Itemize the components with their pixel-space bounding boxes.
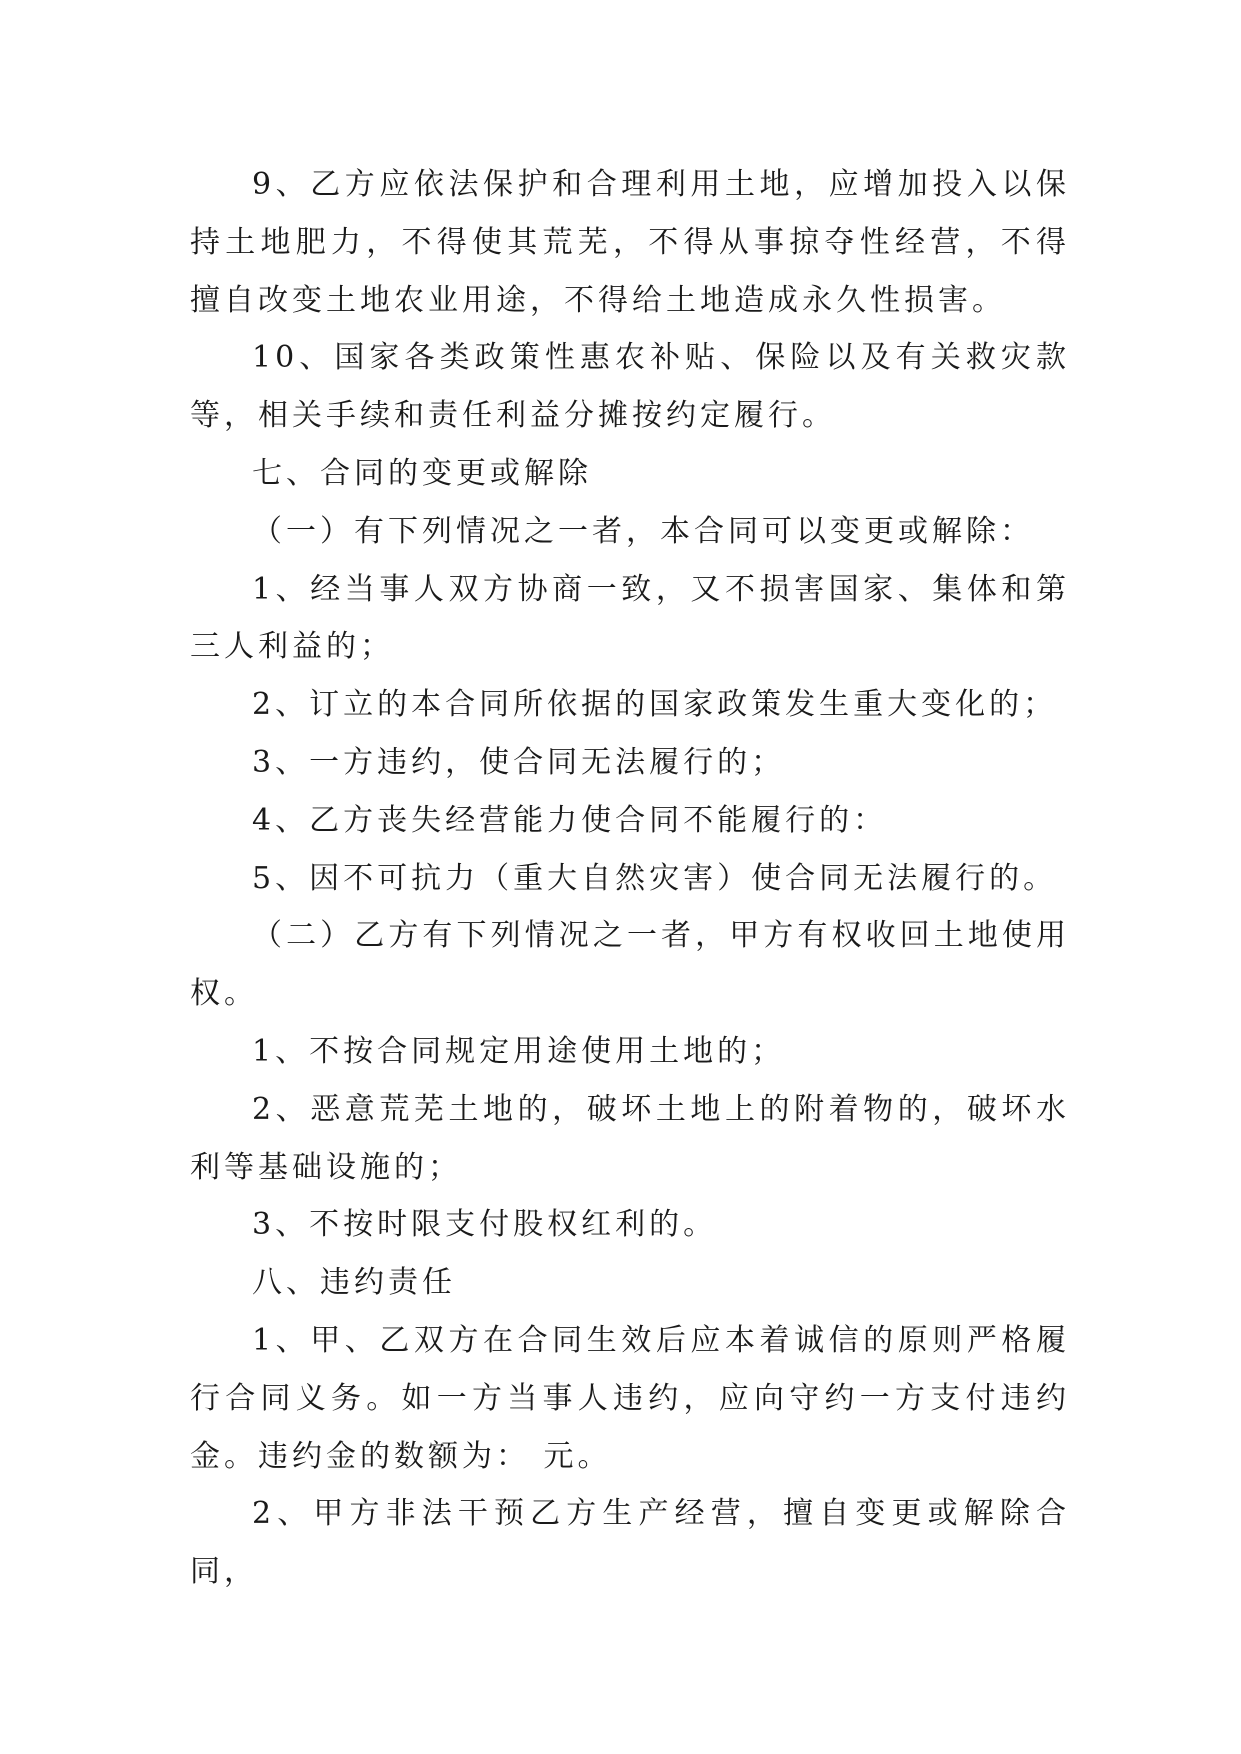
- list-item-paragraph: 3、不按时限支付股权红利的。: [252, 1207, 718, 1243]
- section-7-heading: 七、合同的变更或解除: [252, 455, 592, 491]
- list-item-paragraph: 2、甲方非法干预乙方生产经营，擅自变更或解除合同，: [190, 1496, 1070, 1590]
- list-item-paragraph: 5、因不可抗力（重大自然灾害）使合同无法履行的。: [252, 860, 1058, 896]
- list-item-paragraph: 2、订立的本合同所依据的国家政策发生重大变化的；: [252, 687, 1058, 723]
- section-8-heading: 八、违约责任: [252, 1265, 456, 1301]
- list-item-paragraph: 4、乙方丧失经营能力使合同不能履行的：: [252, 802, 888, 838]
- list-item-paragraph: 2、恶意荒芜土地的，破坏土地上的附着物的，破坏水利等基础设施的；: [190, 1091, 1070, 1185]
- list-item-paragraph: 1、甲、乙双方在合同生效后应本着诚信的原则严格履行合同义务。如一方当事人违约，应向守约一方支付违约金。违约金的数额为： 元。: [190, 1322, 1070, 1474]
- subsection-2-heading: （二）乙方有下列情况之一者，甲方有权收回土地使用权。: [190, 918, 1070, 1012]
- list-item-paragraph: 3、一方违约，使合同无法履行的；: [252, 744, 786, 780]
- document-body: [190, 156, 1070, 1601]
- clause-10-paragraph: 10、国家各类政策性惠农补贴、保险以及有关救灾款等，相关手续和责任利益分摊按约定履行。: [190, 340, 1070, 434]
- list-item-paragraph: 1、不按合同规定用途使用土地的；: [252, 1033, 786, 1069]
- clause-9-paragraph: 9、乙方应依法保护和合理利用土地，应增加投入以保持土地肥力，不得使其荒芜，不得从事掠夺性经营，不得擅自改变土地农业用途，不得给土地造成永久性损害。: [190, 167, 1070, 318]
- list-item-paragraph: 1、经当事人双方协商一致，又不损害国家、集体和第三人利益的；: [190, 571, 1070, 665]
- subsection-1-heading: （一）有下列情况之一者，本合同可以变更或解除：: [252, 513, 1034, 549]
